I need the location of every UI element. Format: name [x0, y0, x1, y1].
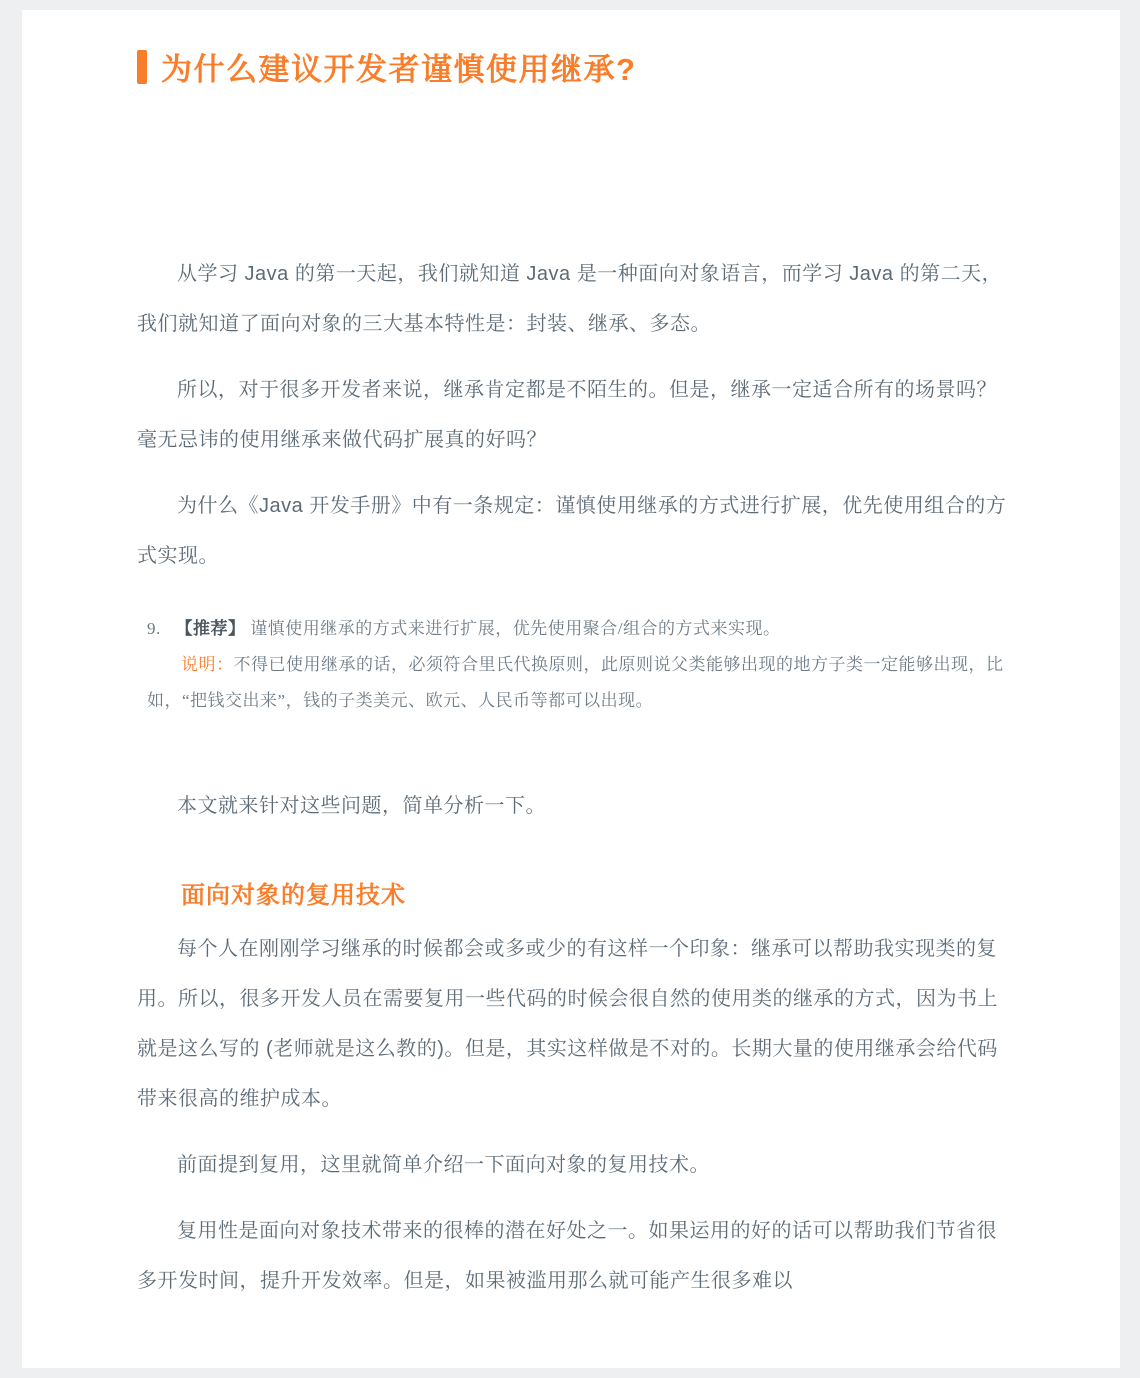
title-accent-bar [137, 50, 147, 84]
quote-note-text: 不得已使用继承的话，必须符合里氏代换原则，此原则说父类能够出现的地方子类一定能够出现，比如，“把钱交出来”，钱的子类美元、欧元、人民币等都可以出现。 [147, 655, 1004, 710]
section-paragraph: 前面提到复用，这里就简单介绍一下面向对象的复用技术。 [177, 1154, 710, 1176]
section-heading: 面向对象的复用技术 [181, 882, 406, 909]
quote-note-label: 说明： [181, 655, 234, 674]
intro-paragraph: 为什么《Java 开发手册》中有一条规定：谨慎使用继承的方式进行扩展，优先使用组合的方式实现。 [137, 495, 1007, 567]
transition-paragraph: 本文就来针对这些问题，简单分析一下。 [177, 795, 546, 817]
intro-paragraph: 所以，对于很多开发者来说，继承肯定都是不陌生的。但是，继承一定适合所有的场景吗？毫无忌讳的使用继承来做代码扩展真的好吗？ [137, 379, 997, 451]
page-title [137, 44, 1010, 89]
hero-spacer [137, 89, 1010, 249]
quote-rule-line [147, 611, 1010, 647]
intro-paragraph: 从学习 Java 的第一天起，我们就知道 Java 是一种面向对象语言，而学习 Java 的第二天，我们就知道了面向对象的三大基本特性是：封装、继承、多态。 [137, 263, 1003, 335]
section-paragraph: 复用性是面向对象技术带来的很棒的潜在好处之一。如果运用的好的话可以帮助我们节省很多开发时间，提升开发效率。但是，如果被滥用那么就可能产生很多难以 [137, 1220, 997, 1292]
handbook-quote-block [147, 611, 1010, 719]
section-paragraph: 每个人在刚刚学习继承的时候都会或多或少的有这样一个印象：继承可以帮助我实现类的复用。所以，很多开发人员在需要复用一些代码的时候会很自然的使用类的继承的方式，因为书上就是这么写的 (老师就是这么教的)。但是，其实这样做是不对的。长期大量的使用继承会给代码带来很高的维护成本。 [137, 938, 998, 1110]
quote-number: 9. [147, 619, 161, 638]
quote-text: 谨慎使用继承的方式来进行扩展，优先使用聚合/组合的方式来实现。 [250, 619, 781, 638]
article-page-card [22, 10, 1120, 1368]
quote-note [147, 647, 1010, 719]
quote-tag: 【推荐】 [175, 619, 246, 638]
page-title-text: 为什么建议开发者谨慎使用继承? [161, 52, 637, 87]
